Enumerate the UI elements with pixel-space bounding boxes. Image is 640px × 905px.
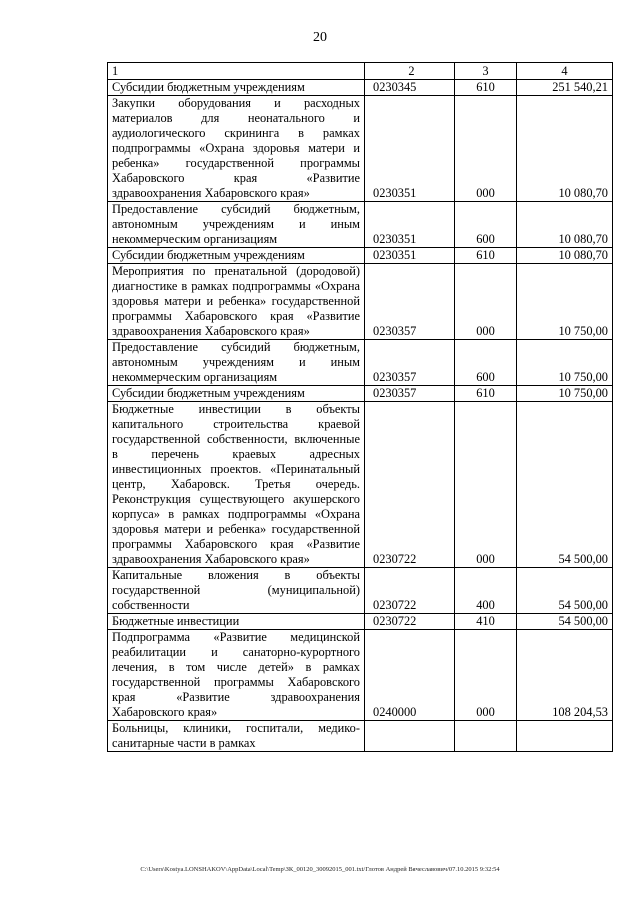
row-name-cell: Капитальные вложения в объекты государственной (муниципальной) собственности <box>108 568 365 614</box>
row-type-cell: 000 <box>455 264 517 340</box>
row-code-cell: 0230357 <box>365 264 455 340</box>
row-amount-cell: 10 750,00 <box>517 340 613 386</box>
table-row <box>108 264 613 340</box>
table-row <box>108 96 613 202</box>
row-type-cell: 000 <box>455 402 517 568</box>
table-row <box>108 568 613 614</box>
page-number: 20 <box>313 30 327 45</box>
row-code-cell: 0230357 <box>365 386 455 402</box>
row-name-cell: Предоставление субсидий бюджетным, автономным учреждениям и иным некоммерческим организациям <box>108 202 365 248</box>
row-code-cell: 0230351 <box>365 202 455 248</box>
row-amount-cell: 108 204,53 <box>517 630 613 721</box>
table-row <box>108 630 613 721</box>
row-name-cell: Мероприятия по пренатальной (дородовой) диагностике в рамках подпрограммы «Охрана здоровья матери и ребенка» государственной программы Хабаровского края «Развитие здравоохранения Хабаровского края» <box>108 264 365 340</box>
row-type-cell <box>455 721 517 752</box>
table-row <box>108 248 613 264</box>
row-type-cell: 410 <box>455 614 517 630</box>
row-name-cell: Бюджетные инвестиции в объекты капитального строительства краевой государственной собственности, включенные в перечень краевых адресных инвестиционных проектов. «Перинатальный центр, Хабаровск. Третья очередь. Реконструкция существующего акушерского корпуса» в рамках подпрограммы «Охрана здоровья матери и ребенка» государственной программы Хабаровского края «Развитие здравоохранения Хабаровского края» <box>108 402 365 568</box>
table-row <box>108 614 613 630</box>
row-type-cell: 600 <box>455 202 517 248</box>
table-row <box>108 402 613 568</box>
row-code-cell: 0230345 <box>365 80 455 96</box>
header-col-4: 4 <box>517 63 613 80</box>
row-type-cell: 000 <box>455 630 517 721</box>
row-code-cell <box>365 721 455 752</box>
row-type-cell: 610 <box>455 80 517 96</box>
row-amount-cell: 10 080,70 <box>517 96 613 202</box>
table-row <box>108 202 613 248</box>
row-amount-cell: 10 080,70 <box>517 248 613 264</box>
table-row <box>108 80 613 96</box>
row-amount-cell: 54 500,00 <box>517 568 613 614</box>
row-code-cell: 0240000 <box>365 630 455 721</box>
row-name-cell: Бюджетные инвестиции <box>108 614 365 630</box>
row-name-cell: Субсидии бюджетным учреждениям <box>108 80 365 96</box>
row-amount-cell: 10 750,00 <box>517 264 613 340</box>
row-amount-cell: 251 540,21 <box>517 80 613 96</box>
row-name-cell: Закупки оборудования и расходных материалов для неонатального и аудиологического скрининга в рамках подпрограммы «Охрана здоровья матери и ребенка» государственной программы Хабаровского края «Развитие здравоохранения Хабаровского края» <box>108 96 365 202</box>
row-code-cell: 0230722 <box>365 568 455 614</box>
row-amount-cell: 54 500,00 <box>517 614 613 630</box>
budget-table <box>107 62 613 752</box>
table-row <box>108 340 613 386</box>
file-path-footer: C:\Users\Kostya.LONSHAKOV\AppData\Local\Temp\ЗК_00120_30092015_001.txt/Глотов Андрей Вячеславович/07.10.2015 9:32:54 <box>140 866 500 873</box>
row-code-cell: 0230351 <box>365 96 455 202</box>
row-amount-cell: 10 080,70 <box>517 202 613 248</box>
header-col-1: 1 <box>108 63 365 80</box>
header-col-2: 2 <box>365 63 455 80</box>
table-row <box>108 721 613 752</box>
row-code-cell: 0230722 <box>365 614 455 630</box>
row-amount-cell: 54 500,00 <box>517 402 613 568</box>
table-row <box>108 386 613 402</box>
row-type-cell: 000 <box>455 96 517 202</box>
table-header-row <box>108 63 613 80</box>
row-code-cell: 0230357 <box>365 340 455 386</box>
row-name-cell: Подпрограмма «Развитие медицинской реабилитации и санаторно-курортного лечения, в том числе детей» в рамках государственной программы Хабаровского края «Развитие здравоохранения Хабаровского края» <box>108 630 365 721</box>
row-name-cell: Предоставление субсидий бюджетным, автономным учреждениям и иным некоммерческим организациям <box>108 340 365 386</box>
row-code-cell: 0230351 <box>365 248 455 264</box>
row-amount-cell <box>517 721 613 752</box>
header-col-3: 3 <box>455 63 517 80</box>
row-type-cell: 610 <box>455 248 517 264</box>
row-name-cell: Субсидии бюджетным учреждениям <box>108 386 365 402</box>
row-type-cell: 400 <box>455 568 517 614</box>
row-name-cell: Субсидии бюджетным учреждениям <box>108 248 365 264</box>
row-code-cell: 0230722 <box>365 402 455 568</box>
row-type-cell: 600 <box>455 340 517 386</box>
row-amount-cell: 10 750,00 <box>517 386 613 402</box>
row-type-cell: 610 <box>455 386 517 402</box>
row-name-cell: Больницы, клиники, госпитали, медико-санитарные части в рамках <box>108 721 365 752</box>
